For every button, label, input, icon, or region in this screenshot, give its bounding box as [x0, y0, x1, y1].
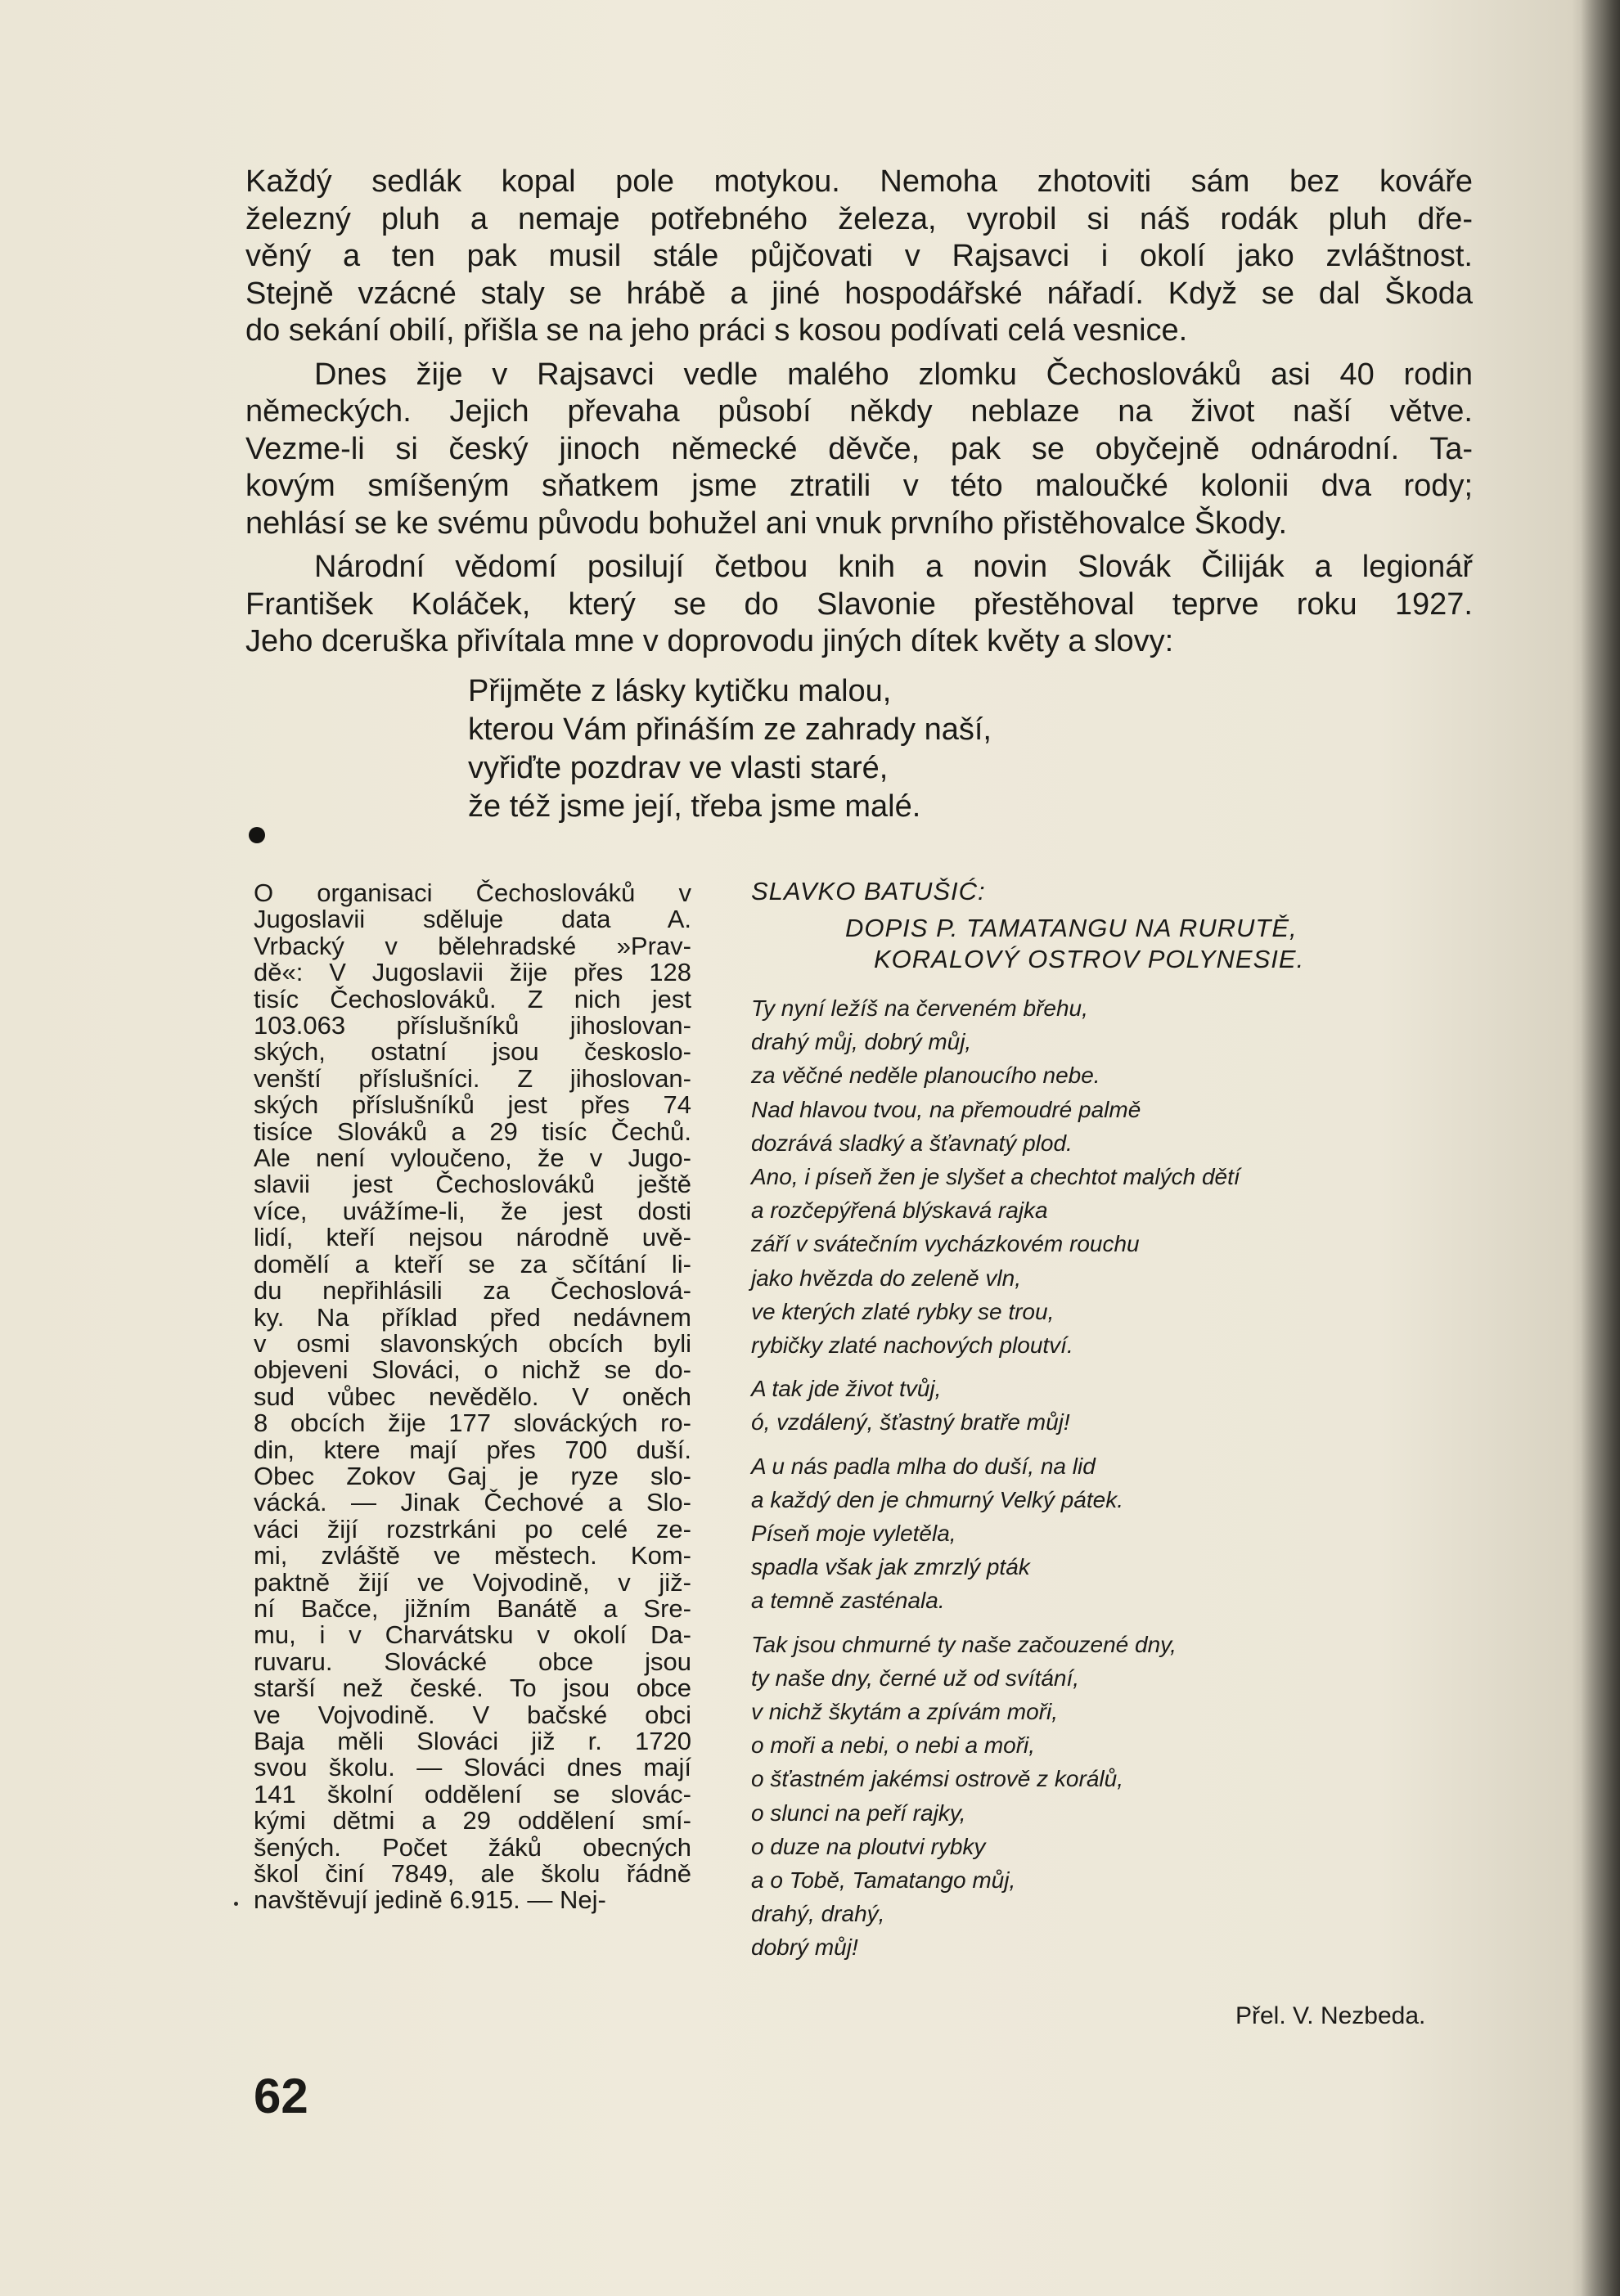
- text-line: Národní vědomí posilují četbou knih a novin Slovák Čiliják a legionář: [314, 550, 1473, 584]
- organisation-column: [254, 880, 691, 1914]
- column-line: Obec Zokov Gaj je ryze slo-: [254, 1461, 691, 1490]
- column-line: paktně žijí ve Vojvodině, v již-: [254, 1567, 691, 1597]
- poem-line: spadla však jak zmrzlý pták: [751, 1554, 1030, 1580]
- text-line: Každý sedlák kopal pole motykou. Nemoha zhotoviti sám bez kováře: [245, 164, 1473, 199]
- poem-line: a o Tobě, Tamatango můj,: [751, 1867, 1016, 1894]
- column-line: v osmi slavonských obcích byli: [254, 1328, 691, 1358]
- column-line: Jugoslavii sděluje data A.: [254, 905, 691, 934]
- poem-line: dozrává sladký a šťavnatý plod.: [751, 1130, 1073, 1156]
- column-line: Vrbacký v bělehradské »Prav-: [254, 931, 691, 960]
- column-line: sud vůbec nevědělo. V oněch: [254, 1382, 691, 1411]
- poem-line: Tak jsou chmurné ty naše začouzené dny,: [751, 1631, 1177, 1657]
- column-line: více, uvážíme-li, že jest dosti: [254, 1196, 691, 1225]
- column-line: du nepřihlásili za Čechoslová-: [254, 1276, 691, 1305]
- text-line: Vezme-li si český jinoch německé děvče, pak se obyčejně odnárodní. Ta-: [245, 431, 1473, 466]
- poem-line: za věčné neděle planoucího nebe.: [751, 1063, 1100, 1089]
- poem-line: dobrý můj!: [751, 1934, 858, 1961]
- column-line: objeveni Slováci, o nichž se do-: [254, 1355, 691, 1385]
- text-line: František Koláček, který se do Slavonie přestěhoval teprve roku 1927.: [245, 586, 1473, 622]
- section-bullet-icon: [249, 827, 265, 843]
- poem-line: drahý můj, dobrý můj,: [751, 1029, 972, 1055]
- text-line: věný a ten pak musil stále půjčovati v Rajsavci i okolí jako zvláštnost.: [245, 239, 1473, 273]
- paragraph-3: [245, 549, 1473, 661]
- poem-line: a temně zasténala.: [751, 1588, 945, 1614]
- poem-line: o duze na ploutvi rybky: [751, 1833, 986, 1859]
- column-line: kými dětmi a 29 oddělení smí-: [254, 1806, 691, 1835]
- text-line: německých. Jejich převaha působí někdy neblaze na život naší větve.: [245, 394, 1473, 429]
- text-line: Jeho dceruška přivítala mne v doprovodu jiných dítek květy a slovy:: [245, 624, 1174, 658]
- poem-line: Nad hlavou tvou, na přemoudré palmě: [751, 1096, 1141, 1122]
- poem-line: jako hvězda do zeleně vln,: [751, 1265, 1021, 1291]
- column-line: Ale není vyloučeno, že v Jugo-: [254, 1144, 691, 1173]
- poem-body: [751, 991, 1471, 1965]
- poem-line: A u nás padla mlha do duší, na lid: [751, 1453, 1096, 1479]
- column-line: Baja měli Slováci již r. 1720: [254, 1727, 691, 1755]
- poem-line: o slunci na peří rajky,: [751, 1800, 966, 1826]
- column-line: šených. Počet žáků obecných: [254, 1832, 691, 1862]
- poem-line: v nichž škytám a zpívám moři,: [751, 1699, 1058, 1725]
- poem-line: a rozčepýřená blýskavá rajka: [751, 1197, 1048, 1224]
- column-line: O organisaci Čechoslováků v: [254, 878, 691, 907]
- text-line: do sekání obilí, přišla se na jeho práci s kosou podívati celá vesnice.: [245, 313, 1188, 348]
- poem-line: A tak jde život tvůj,: [751, 1376, 942, 1402]
- column-line: tisíce Slováků a 29 tisíc Čechů.: [254, 1117, 691, 1146]
- verse-line: vyřiďte pozdrav ve vlasti staré,: [468, 751, 889, 785]
- column-line: váci žijí rozstrkáni po celé ze-: [254, 1514, 691, 1543]
- paragraph-1: [245, 164, 1473, 350]
- column-line: ských příslušníků jest přes 74: [254, 1090, 691, 1120]
- stanza-gap: [751, 1618, 1471, 1628]
- column-line: vácká. — Jinak Čechové a Slo-: [254, 1488, 691, 1517]
- column-line: dě«: V Jugoslavii žije přes 128: [254, 958, 691, 987]
- column-line: venští příslušníci. Z jihoslovan-: [254, 1063, 691, 1093]
- greeting-verse: [468, 672, 992, 826]
- text-line: Stejně vzácné staly se hrábě a jiné hospodářské nářadí. Když se dal Škoda: [245, 276, 1473, 311]
- column-line: 8 obcích žije 177 slováckých ro-: [254, 1409, 691, 1438]
- poem-title: [751, 913, 1471, 975]
- margin-mark: [234, 1902, 238, 1906]
- translator-credit: Přel. V. Nezbeda.: [1235, 2002, 1426, 2029]
- text-line: železný pluh a nemaje potřebného železa, vyrobil si náš rodák pluh dře-: [245, 201, 1473, 236]
- poem-line: Ano, i píseň žen je slyšet a chechtot malých dětí: [751, 1164, 1240, 1190]
- poem-line: Ty nyní ležíš na červeném břehu,: [751, 995, 1088, 1021]
- column-line: ruvaru. Slovácké obce jsou: [254, 1647, 691, 1676]
- binding-shadow: [1581, 0, 1620, 2296]
- poem-author: SLAVKO BATUŠIĆ:: [751, 877, 986, 905]
- poem-line: a každý den je chmurný Velký pátek.: [751, 1486, 1123, 1512]
- poem-line: Píseň moje vyletěla,: [751, 1521, 956, 1547]
- stanza-gap: [751, 1440, 1471, 1449]
- column-line: navštěvují jedině 6.915. — Nej-: [254, 1885, 606, 1915]
- column-line: ve Vojvodině. V bačské obci: [254, 1700, 691, 1729]
- poem-line: ve kterých zlaté rybky se trou,: [751, 1298, 1055, 1324]
- column-line: ní Bačce, jižním Banátě a Sre-: [254, 1593, 691, 1623]
- column-line: mi, zvláště ve městech. Kom-: [254, 1541, 691, 1570]
- poem-title-line: DOPIS P. TAMATANGU NA RURUTĚ,: [845, 914, 1298, 942]
- poem-column: [751, 877, 1471, 1965]
- page-number: 62: [254, 2069, 308, 2123]
- column-line: slavii jest Čechoslováků ještě: [254, 1170, 691, 1199]
- stanza-gap: [751, 1362, 1471, 1372]
- poem-line: o šťastném jakémsi ostrově z korálů,: [751, 1766, 1123, 1792]
- poem-line: ty naše dny, černé už od svítání,: [751, 1665, 1080, 1691]
- poem-line: září v svátečním vycházkovém rouchu: [751, 1231, 1140, 1257]
- poem-line: ó, vzdálený, šťastný bratře můj!: [751, 1409, 1070, 1436]
- paragraph-2: [245, 357, 1473, 543]
- column-line: domělí a kteří se za sčítání li-: [254, 1249, 691, 1278]
- poem-line: drahý, drahý,: [751, 1901, 885, 1927]
- column-line: tisíc Čechoslováků. Z nich jest: [254, 984, 691, 1013]
- column-line: 141 školní oddělení se slovác-: [254, 1779, 691, 1808]
- verse-line: že též jsme její, třeba jsme malé.: [468, 789, 921, 824]
- column-line: mu, i v Charvátsku v okolí Da-: [254, 1620, 691, 1650]
- column-line: svou školu. — Slováci dnes mají: [254, 1753, 691, 1782]
- poem-title-line: KORALOVÝ OSTROV POLYNESIE.: [874, 945, 1305, 973]
- column-line: din, ktere mají přes 700 duší.: [254, 1435, 691, 1464]
- column-line: ky. Na příklad před nedávnem: [254, 1302, 691, 1332]
- verse-line: kterou Vám přináším ze zahrady naší,: [468, 712, 992, 747]
- text-line: kovým smíšeným sňatkem jsme ztratili v této maloučké kolonii dva rody;: [245, 469, 1473, 503]
- column-line: 103.063 příslušníků jihoslovan-: [254, 1011, 691, 1040]
- column-line: škol činí 7849, ale školu řádně: [254, 1859, 691, 1889]
- column-line: ských, ostatní jsou českoslo-: [254, 1037, 691, 1067]
- verse-line: Přijměte z lásky kytičku malou,: [468, 674, 892, 708]
- poem-line: rybičky zlaté nachových ploutví.: [751, 1332, 1073, 1359]
- text-line: Dnes žije v Rajsavci vedle malého zlomku Čechoslováků asi 40 rodin: [314, 357, 1473, 392]
- text-line: nehlásí se ke svému původu bohužel ani vnuk prvního přistěhovalce Škody.: [245, 505, 1288, 541]
- poem-line: o moři a nebi, o nebi a moři,: [751, 1732, 1036, 1759]
- column-line: lidí, kteří nejsou národně uvě-: [254, 1223, 691, 1252]
- main-text: [245, 164, 1473, 661]
- column-line: starší než české. To jsou obce: [254, 1674, 691, 1703]
